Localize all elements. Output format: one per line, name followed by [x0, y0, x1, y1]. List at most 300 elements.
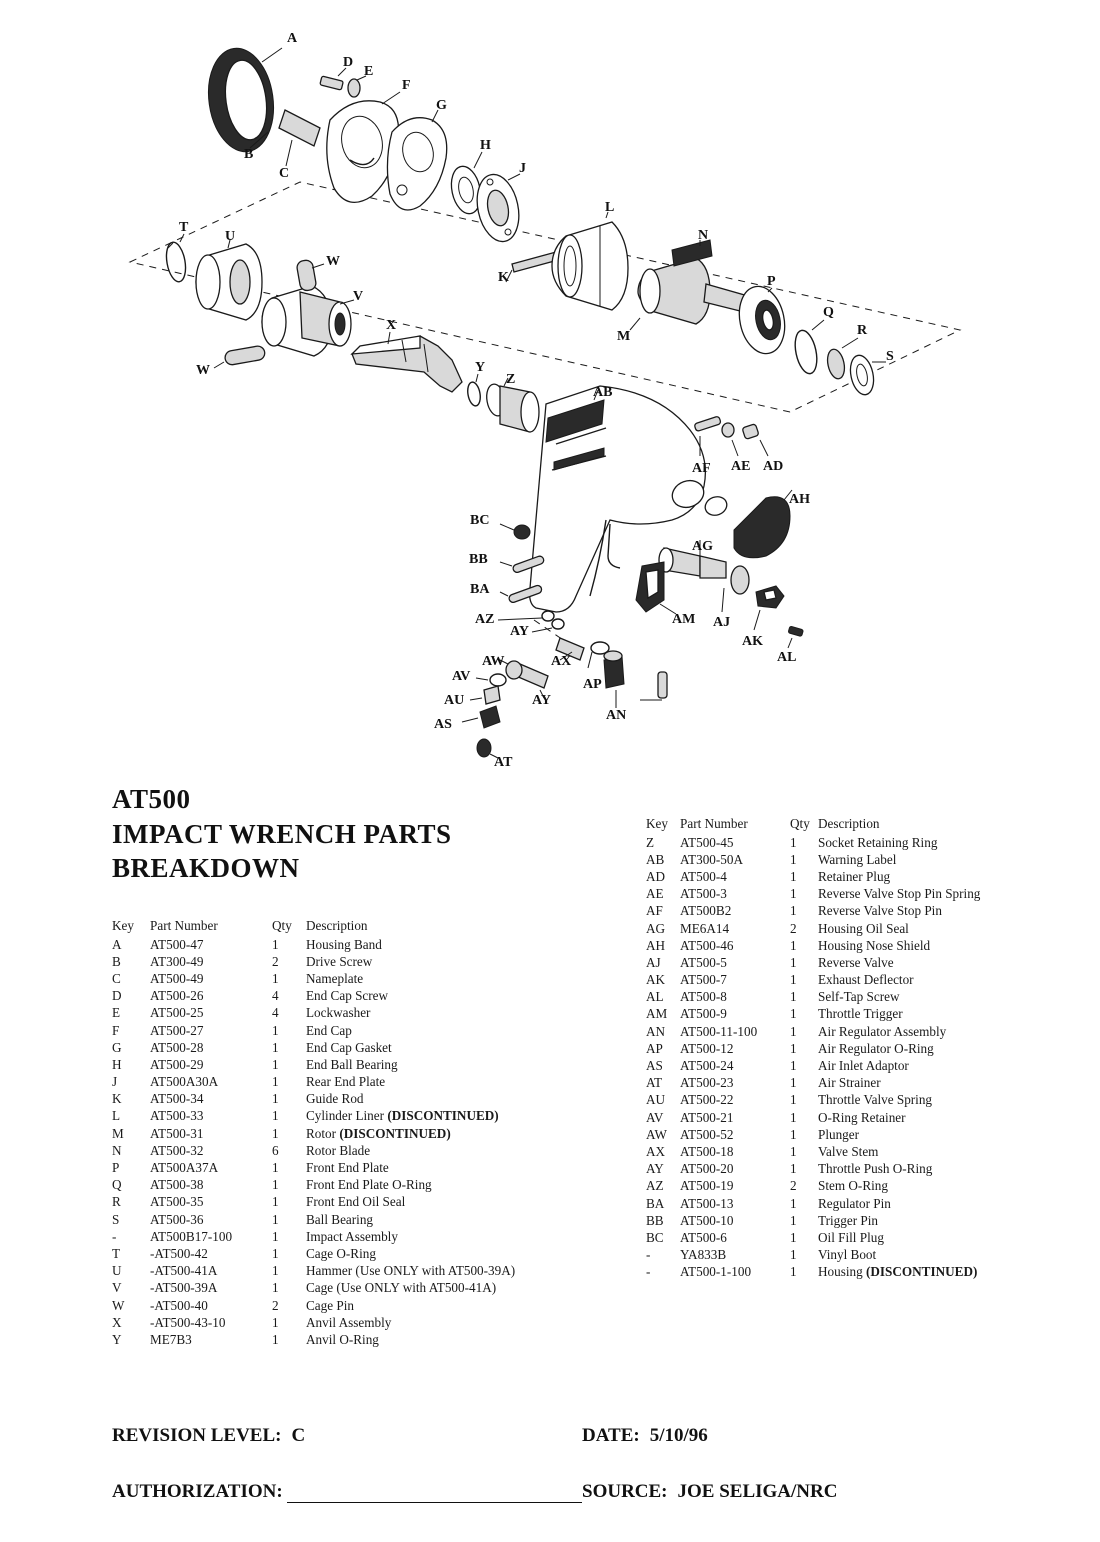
- cell-description: Cage O-Ring: [306, 1245, 376, 1261]
- cell-key: AW: [646, 1126, 667, 1142]
- footer-row-authorization: [112, 1481, 1032, 1503]
- cell-part-number: AT500-18: [680, 1143, 734, 1159]
- cell-qty: 1: [790, 989, 797, 1005]
- svg-text:AX: AX: [551, 654, 572, 669]
- cell-qty: 1: [272, 1211, 279, 1227]
- svg-text:S: S: [886, 349, 894, 364]
- cell-description: Reverse Valve: [818, 954, 894, 970]
- document-footer: [112, 1425, 1032, 1537]
- table-row: [112, 988, 582, 1005]
- table-row: [646, 937, 1066, 954]
- cell-qty: 2: [272, 1297, 279, 1313]
- cell-key: Q: [112, 1177, 122, 1193]
- svg-text:AL: AL: [777, 650, 797, 665]
- cell-description: Front End Plate: [306, 1160, 389, 1176]
- cell-description: End Cap: [306, 1022, 352, 1038]
- table-row: [112, 1074, 582, 1091]
- cell-qty: 1: [790, 903, 797, 919]
- cell-key: AE: [646, 886, 664, 902]
- cell-qty: 1: [272, 1280, 279, 1296]
- svg-text:L: L: [605, 200, 615, 215]
- col-qty: Qty: [272, 918, 292, 933]
- cell-qty: 1: [272, 1074, 279, 1090]
- cell-part-number: AT500-11-100: [680, 1023, 758, 1039]
- part-AF-reverse-valve-stop-pin: [694, 416, 768, 456]
- cell-qty: 1: [272, 1314, 279, 1330]
- svg-text:V: V: [353, 289, 364, 304]
- svg-text:AH: AH: [789, 492, 810, 507]
- table-row: [646, 1006, 1066, 1023]
- cell-qty: 1: [790, 1075, 797, 1091]
- cell-key: H: [112, 1056, 122, 1072]
- cell-part-number: -AT500-43-10: [150, 1314, 226, 1330]
- cell-key: AB: [646, 851, 665, 867]
- col-description: Description: [818, 816, 880, 831]
- table-row: [646, 851, 1066, 868]
- table-header-row: [112, 918, 582, 936]
- cell-key: AZ: [646, 1178, 664, 1194]
- cell-qty: 1: [272, 1125, 279, 1141]
- cell-key: AG: [646, 920, 666, 936]
- part-Y-anvil-o-ring: [466, 374, 482, 407]
- svg-text:Y: Y: [475, 360, 486, 375]
- cell-part-number: AT500-27: [150, 1022, 204, 1038]
- svg-text:AK: AK: [742, 634, 763, 649]
- cell-qty: 1: [790, 1143, 797, 1159]
- cell-qty: 1: [790, 937, 797, 953]
- cell-qty: 1: [272, 1228, 279, 1244]
- cell-qty: 1: [790, 851, 797, 867]
- svg-text:BA: BA: [470, 582, 490, 597]
- cell-key: AU: [646, 1092, 666, 1108]
- svg-text:AN: AN: [606, 708, 627, 723]
- discontinued-flag: (DISCONTINUED): [866, 1264, 978, 1280]
- cell-qty: 1: [790, 886, 797, 902]
- cell-qty: 1: [272, 1194, 279, 1210]
- table-row: [646, 972, 1066, 989]
- cell-key: W: [112, 1297, 125, 1313]
- cell-description: Reverse Valve Stop Pin Spring: [818, 886, 981, 902]
- cell-key: AY: [646, 1161, 664, 1177]
- cell-description: Self-Tap Screw: [818, 989, 900, 1005]
- authorization-signature-line[interactable]: [287, 1501, 582, 1503]
- cell-key: J: [112, 1074, 118, 1090]
- table-row: [646, 868, 1066, 885]
- cell-part-number: AT500-19: [680, 1178, 734, 1194]
- table-row: [112, 1297, 582, 1314]
- cell-key: BB: [646, 1212, 664, 1228]
- part-D-end-cap-screw: [320, 68, 366, 97]
- cell-description: Housing Nose Shield: [818, 937, 931, 953]
- cell-part-number: YA833B: [680, 1247, 727, 1263]
- cell-key: AN: [646, 1023, 666, 1039]
- cell-part-number: -AT500-39A: [150, 1280, 218, 1296]
- cell-key: V: [112, 1280, 122, 1296]
- cell-qty: 2: [790, 920, 797, 936]
- table-row: [112, 1263, 582, 1280]
- part-V-cage: [262, 286, 354, 356]
- cell-description: Guide Rod: [306, 1091, 364, 1107]
- cell-qty: 1: [790, 1264, 797, 1280]
- cell-key: E: [112, 1005, 121, 1021]
- cell-key: U: [112, 1263, 122, 1279]
- cell-description: End Cap Gasket: [306, 1039, 392, 1055]
- cell-key: AP: [646, 1040, 663, 1056]
- cell-part-number: AT500-35: [150, 1194, 204, 1210]
- cell-key: AH: [646, 937, 666, 953]
- cell-qty: 1: [790, 1040, 797, 1056]
- cell-key: AX: [646, 1143, 666, 1159]
- cell-key: Y: [112, 1331, 122, 1347]
- cell-key: L: [112, 1108, 121, 1124]
- cell-qty: 1: [272, 1160, 279, 1176]
- cell-key: G: [112, 1039, 122, 1055]
- part-L-cylinder-liner: [552, 212, 628, 310]
- cell-part-number: AT500-6: [680, 1229, 727, 1245]
- cell-qty: 1: [790, 1109, 797, 1125]
- part-AL-self-tap-screw: [788, 626, 803, 648]
- table-row: [646, 1143, 1066, 1160]
- cell-key: AD: [646, 868, 666, 884]
- cell-description: Exhaust Deflector: [818, 972, 914, 988]
- cell-part-number: AT300-50A: [680, 851, 743, 867]
- svg-text:C: C: [279, 166, 290, 181]
- cell-description: Vinyl Boot: [818, 1247, 877, 1263]
- table-row: [112, 1022, 582, 1039]
- cell-description: Anvil Assembly: [306, 1314, 392, 1330]
- cell-qty: 1: [272, 1263, 279, 1279]
- cell-part-number: AT500-9: [680, 1006, 727, 1022]
- cell-description: Trigger Pin: [818, 1212, 878, 1228]
- table-row: [646, 1092, 1066, 1109]
- svg-text:AM: AM: [672, 612, 696, 627]
- table-row: [112, 953, 582, 970]
- cell-part-number: AT500-36: [150, 1211, 204, 1227]
- cell-qty: 1: [790, 1006, 797, 1022]
- cell-description: Regulator Pin: [818, 1195, 891, 1211]
- cell-part-number: AT500-23: [680, 1075, 734, 1091]
- table-row: [112, 1108, 582, 1125]
- cell-part-number: ME7B3: [150, 1331, 192, 1347]
- cell-part-number: AT500-52: [680, 1126, 734, 1142]
- table-row: [112, 1056, 582, 1073]
- cell-qty: 1: [272, 1039, 279, 1055]
- footer-row-revision: [112, 1425, 1032, 1447]
- table-row: [112, 1159, 582, 1176]
- cell-description: Warning Label: [818, 851, 897, 867]
- cell-qty: 2: [272, 953, 279, 969]
- cell-description: Impact Assembly: [306, 1228, 398, 1244]
- cell-qty: 1: [272, 1022, 279, 1038]
- revision-level-value: C: [291, 1425, 306, 1446]
- svg-text:AG: AG: [692, 539, 713, 554]
- cell-description: Valve Stem: [818, 1143, 879, 1159]
- cell-part-number: AT500B17-100: [150, 1228, 233, 1244]
- cell-qty: 6: [272, 1142, 279, 1158]
- table-row: [112, 1039, 582, 1056]
- cell-description: Reverse Valve Stop Pin: [818, 903, 942, 919]
- svg-text:B: B: [244, 147, 254, 162]
- cell-qty: 1: [790, 1229, 797, 1245]
- cell-key: AS: [646, 1058, 663, 1074]
- cell-part-number: AT500-20: [680, 1161, 734, 1177]
- cell-key: BA: [646, 1195, 665, 1211]
- title-line-2: IMPACT WRENCH PARTS: [112, 818, 452, 849]
- svg-text:AY: AY: [510, 624, 529, 639]
- table-row: [112, 936, 582, 953]
- part-AH-housing-nose-shield: [734, 490, 792, 558]
- cell-part-number: AT500-25: [150, 1005, 204, 1021]
- svg-text:J: J: [519, 161, 526, 176]
- svg-text:F: F: [402, 78, 411, 93]
- table-row: [646, 1212, 1066, 1229]
- table-row: [646, 1247, 1066, 1264]
- table-header-row: [646, 816, 1066, 834]
- cell-part-number: AT500-38: [150, 1177, 204, 1193]
- cell-part-number: -AT500-40: [150, 1297, 208, 1313]
- cell-qty: 1: [790, 868, 797, 884]
- part-AN-air-regulator-assembly: [588, 642, 667, 708]
- svg-text:D: D: [343, 55, 354, 70]
- cell-description: Lockwasher: [306, 1005, 371, 1021]
- cell-qty: 1: [790, 1212, 797, 1228]
- part-K-guide-rod: [506, 252, 558, 282]
- parts-list-left: [112, 918, 582, 1349]
- svg-text:E: E: [364, 64, 374, 79]
- col-key: Key: [646, 816, 668, 831]
- cell-part-number: AT500A37A: [150, 1160, 219, 1176]
- cell-description: Ball Bearing: [306, 1211, 374, 1227]
- cell-part-number: AT500-28: [150, 1039, 204, 1055]
- table-row: [646, 1023, 1066, 1040]
- parts-list-right: [646, 816, 1066, 1281]
- cell-description: Cylinder Liner (DISCONTINUED): [306, 1108, 499, 1124]
- cell-part-number: AT500-24: [680, 1058, 734, 1074]
- cell-description: Rear End Plate: [306, 1074, 386, 1090]
- svg-text:AZ: AZ: [475, 612, 495, 627]
- table-row: [646, 1161, 1066, 1178]
- table-row: [646, 1178, 1066, 1195]
- part-X-anvil-assembly: [352, 332, 462, 392]
- cell-description: Air Inlet Adaptor: [818, 1058, 909, 1074]
- table-row: [646, 920, 1066, 937]
- date-value: 5/10/96: [649, 1425, 708, 1446]
- table-row: [112, 1314, 582, 1331]
- cell-key: S: [112, 1211, 120, 1227]
- cell-key: T: [112, 1245, 121, 1261]
- cell-part-number: AT500-26: [150, 988, 204, 1004]
- table-row: [646, 1109, 1066, 1126]
- cell-qty: 1: [790, 1092, 797, 1108]
- svg-text:AF: AF: [692, 461, 711, 476]
- cell-qty: 1: [272, 970, 279, 986]
- svg-text:AW: AW: [482, 654, 505, 669]
- part-T-cage-o-ring: [164, 234, 189, 283]
- cell-description: Housing (DISCONTINUED): [818, 1264, 978, 1280]
- svg-text:K: K: [498, 270, 509, 285]
- table-row: [112, 1211, 582, 1228]
- svg-text:Z: Z: [506, 372, 516, 387]
- part-J-rear-end-plate: [471, 171, 524, 246]
- part-BC-oil-fill-plug: [500, 524, 530, 539]
- cell-qty: 1: [272, 1331, 279, 1347]
- cell-key: AT: [646, 1075, 663, 1091]
- cell-part-number: AT500-46: [680, 937, 734, 953]
- table-row: [112, 1142, 582, 1159]
- table-row: [646, 1075, 1066, 1092]
- cell-key: AJ: [646, 954, 661, 970]
- table-row: [112, 1005, 582, 1022]
- title-line-3: BREAKDOWN: [112, 853, 300, 884]
- svg-text:M: M: [617, 329, 631, 344]
- cell-part-number: AT500-12: [680, 1040, 734, 1056]
- col-qty: Qty: [790, 816, 810, 831]
- cell-part-number: AT500B2: [680, 903, 732, 919]
- cell-description: Oil Fill Plug: [818, 1229, 884, 1245]
- cell-part-number: ME6A14: [680, 920, 730, 936]
- cell-qty: 1: [272, 1108, 279, 1124]
- svg-text:U: U: [225, 229, 236, 244]
- cell-qty: 1: [790, 954, 797, 970]
- authorization-label: AUTHORIZATION:: [112, 1481, 283, 1502]
- table-row: [112, 1194, 582, 1211]
- svg-text:W: W: [326, 254, 340, 269]
- svg-text:AY: AY: [532, 693, 551, 708]
- cell-key: -: [646, 1247, 651, 1263]
- cell-qty: 1: [790, 1058, 797, 1074]
- table-row: [112, 1091, 582, 1108]
- parts-table-left: [112, 918, 582, 1349]
- cell-key: Z: [646, 834, 655, 850]
- table-row: [112, 1125, 582, 1142]
- cell-qty: 1: [790, 1161, 797, 1177]
- cell-description: Socket Retaining Ring: [818, 834, 938, 850]
- svg-text:BC: BC: [470, 513, 490, 528]
- col-key: Key: [112, 918, 134, 933]
- cell-description: Stem O-Ring: [818, 1178, 888, 1194]
- part-U-hammer: [196, 240, 262, 320]
- cell-description: Throttle Push O-Ring: [818, 1161, 933, 1177]
- cell-part-number: AT500-22: [680, 1092, 734, 1108]
- title-line-1: AT500: [112, 784, 191, 814]
- cell-part-number: -AT500-41A: [150, 1263, 218, 1279]
- svg-text:G: G: [436, 98, 447, 113]
- table-row: [646, 886, 1066, 903]
- svg-text:R: R: [857, 323, 868, 338]
- svg-text:P: P: [767, 274, 776, 289]
- cell-key: M: [112, 1125, 124, 1141]
- col-part-number: Part Number: [680, 816, 748, 831]
- discontinued-flag: (DISCONTINUED): [339, 1125, 451, 1141]
- part-A-housing-band: [202, 44, 282, 156]
- cell-part-number: AT500-34: [150, 1091, 204, 1107]
- cell-part-number: AT500-4: [680, 868, 727, 884]
- cell-key: AL: [646, 989, 664, 1005]
- svg-text:H: H: [480, 138, 491, 153]
- table-row: [646, 1195, 1066, 1212]
- cell-key: F: [112, 1022, 120, 1038]
- svg-text:AB: AB: [593, 385, 613, 400]
- source-label: SOURCE:: [582, 1481, 668, 1502]
- cell-part-number: AT300-49: [150, 953, 204, 969]
- cell-description: Cage (Use ONLY with AT500-41A): [306, 1280, 497, 1296]
- cell-qty: 1: [790, 972, 797, 988]
- cell-key: -: [112, 1228, 117, 1244]
- col-description: Description: [306, 918, 368, 933]
- table-row: [646, 1229, 1066, 1246]
- revision-level-label: REVISION LEVEL:: [112, 1425, 282, 1446]
- cell-qty: 4: [272, 988, 279, 1004]
- date-label: DATE:: [582, 1425, 640, 1446]
- svg-text:AD: AD: [763, 459, 784, 474]
- cell-key: P: [112, 1160, 120, 1176]
- cell-key: R: [112, 1194, 121, 1210]
- cell-description: Cage Pin: [306, 1297, 354, 1313]
- cell-part-number: AT500A30A: [150, 1074, 219, 1090]
- cell-key: AK: [646, 972, 666, 988]
- cell-description: Housing Band: [306, 936, 382, 952]
- cell-description: Rotor Blade: [306, 1142, 371, 1158]
- table-row: [646, 834, 1066, 851]
- svg-text:AT: AT: [494, 755, 513, 770]
- table-row: [112, 1331, 582, 1348]
- parts-table-right: [646, 816, 1066, 1281]
- cell-description: Rotor (DISCONTINUED): [306, 1125, 451, 1141]
- table-row: [646, 1264, 1066, 1281]
- svg-text:AV: AV: [452, 669, 471, 684]
- part-S-ball-bearing: [847, 353, 886, 397]
- cell-qty: 4: [272, 1005, 279, 1021]
- svg-text:N: N: [698, 228, 709, 243]
- cell-qty: 1: [790, 834, 797, 850]
- cell-qty: 1: [790, 1023, 797, 1039]
- cell-key: A: [112, 936, 122, 952]
- cell-key: K: [112, 1091, 122, 1107]
- cell-description: End Ball Bearing: [306, 1056, 398, 1072]
- cell-part-number: AT500-29: [150, 1056, 204, 1072]
- cell-part-number: AT500-3: [680, 886, 727, 902]
- cell-part-number: AT500-10: [680, 1212, 734, 1228]
- cell-key: AM: [646, 1006, 668, 1022]
- svg-text:T: T: [179, 220, 189, 235]
- table-row: [646, 1040, 1066, 1057]
- cell-part-number: AT500-45: [680, 834, 734, 850]
- cell-part-number: AT500-49: [150, 970, 204, 986]
- cell-key: C: [112, 970, 121, 986]
- cell-description: Anvil O-Ring: [306, 1331, 379, 1347]
- svg-text:X: X: [386, 318, 397, 333]
- cell-qty: 1: [790, 1247, 797, 1263]
- svg-text:Q: Q: [823, 305, 834, 320]
- cell-qty: 1: [272, 1056, 279, 1072]
- cell-part-number: -AT500-42: [150, 1245, 208, 1261]
- table-row: [112, 1245, 582, 1262]
- cell-description: Throttle Valve Spring: [818, 1092, 933, 1108]
- svg-text:AJ: AJ: [713, 615, 731, 630]
- cell-part-number: AT500-13: [680, 1195, 734, 1211]
- cell-part-number: AT500-1-100: [680, 1264, 752, 1280]
- svg-text:AU: AU: [444, 693, 465, 708]
- cell-part-number: AT500-8: [680, 989, 727, 1005]
- table-row: [646, 989, 1066, 1006]
- svg-text:AP: AP: [583, 677, 602, 692]
- source-value: JOE SELIGA/NRC: [677, 1481, 838, 1502]
- cell-key: N: [112, 1142, 122, 1158]
- table-row: [646, 903, 1066, 920]
- cell-key: AV: [646, 1109, 664, 1125]
- cell-qty: 1: [790, 1126, 797, 1142]
- table-row: [112, 1280, 582, 1297]
